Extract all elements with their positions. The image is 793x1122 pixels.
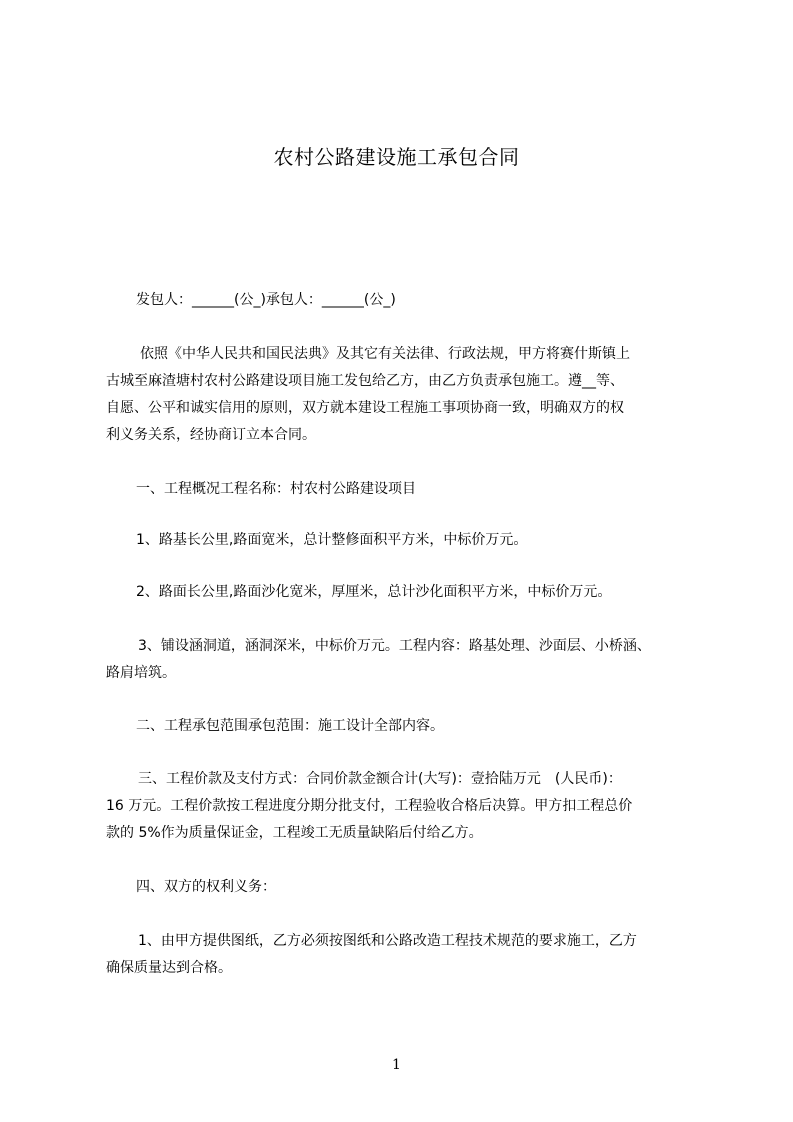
document-title: 农村公路建设施工承包合同 xyxy=(273,145,520,169)
section-1-heading xyxy=(136,476,756,503)
preamble-line: 依照《中华人民共和国民法典》及其它有关法律、行政法规，甲方将赛什斯镇上 xyxy=(140,346,630,362)
section-line: 款的 5%作为质量保证金，工程竣工无质量缺陷后付给乙方。 xyxy=(106,825,483,841)
clause-text: 1、路基长公里,路面宽米，总计整修面积平方米，中标价万元。 xyxy=(136,532,528,548)
clause-line: 确保质量达到合格。 xyxy=(106,960,232,976)
clause-text: 2、路面长公里,路面沙化宽米，厚厘米，总计沙化面积平方米，中标价万元。 xyxy=(136,584,612,600)
parties-line xyxy=(136,287,756,314)
page-number: 1 xyxy=(392,1057,401,1073)
section-line: 三、工程价款及支付方式：合同价款金额合计(大写)：壹拾陆万元 (人民币)： xyxy=(138,771,622,787)
section-2 xyxy=(136,713,756,740)
section-3 xyxy=(106,766,726,847)
clause-line: 路肩培筑。 xyxy=(106,665,176,681)
parties-text: 发包人：______(公_)承包人：______(公_) xyxy=(136,292,396,308)
clause-1-1 xyxy=(136,527,756,554)
preamble-line: 古城至麻渣塘村农村公路建设项目施工发包给乙方，由乙方负责承包施工。遵__等、 xyxy=(106,373,624,389)
clause-4-1 xyxy=(106,928,726,982)
clause-1-2 xyxy=(136,579,756,606)
preamble-line: 自愿、公平和诚实信用的原则，双方就本建设工程施工事项协商一致，明确双方的权 xyxy=(106,400,624,416)
section-heading-text: 四、双方的权利义务： xyxy=(136,879,276,895)
clause-1-3 xyxy=(106,633,726,687)
section-4-heading xyxy=(136,874,756,901)
section-text: 二、工程承包范围承包范围：施工设计全部内容。 xyxy=(136,718,444,734)
clause-line: 1、由甲方提供图纸，乙方必须按图纸和公路改造工程技术规范的要求施工，乙方 xyxy=(138,933,637,949)
clause-line: 3、铺设涵洞道，涵洞深米，中标价万元。工程内容：路基处理、沙面层、小桥涵、 xyxy=(138,638,651,654)
preamble-line: 利义务关系，经协商订立本合同。 xyxy=(106,427,316,443)
preamble-paragraph xyxy=(106,341,726,449)
section-heading-text: 一、工程概况工程名称：村农村公路建设项目 xyxy=(136,481,416,497)
section-line: 16 万元。工程价款按工程进度分期分批支付，工程验收合格后决算。甲方扣工程总价 xyxy=(106,798,633,814)
